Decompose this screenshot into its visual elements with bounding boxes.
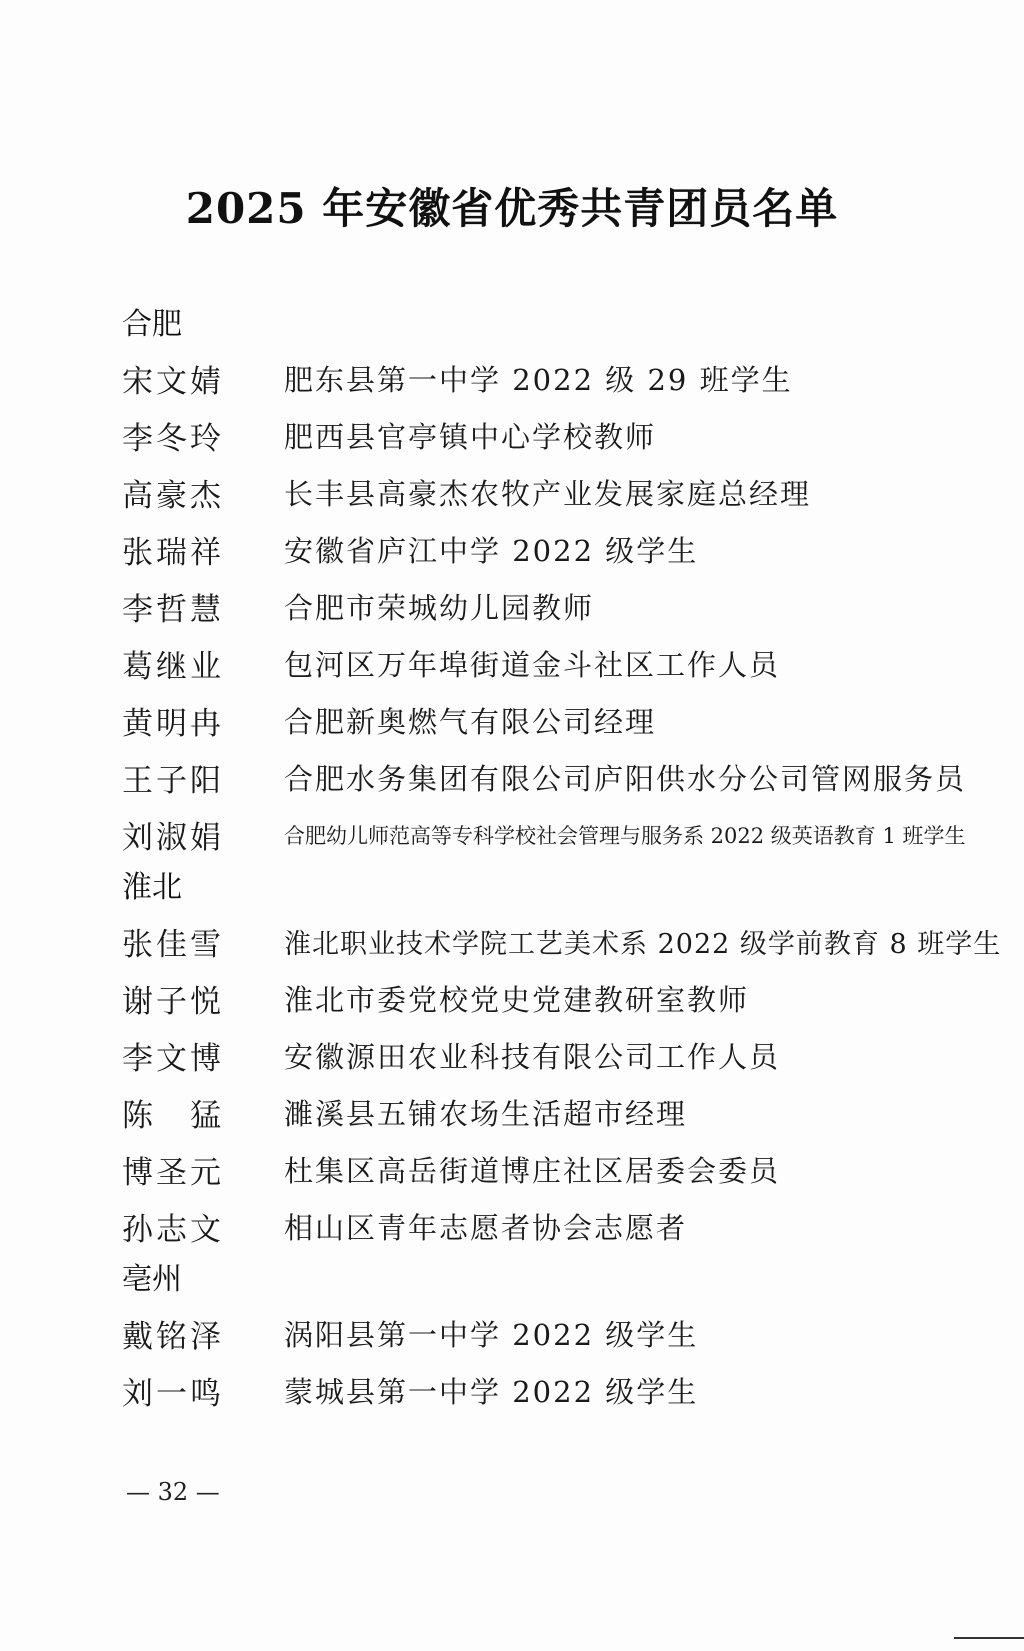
member-desc: 安徽省庐江中学 2022 级学生 (284, 534, 699, 568)
member-desc: 淮北市委党校党史党建教研室教师 (284, 983, 750, 1017)
list-item (122, 578, 952, 635)
member-name: 孙志文 (122, 1212, 224, 1248)
member-name: 刘一鸣 (122, 1376, 224, 1412)
list-item (122, 1362, 952, 1419)
member-name: 张佳雪 (122, 927, 224, 963)
member-desc: 包河区万年埠街道金斗社区工作人员 (284, 648, 781, 682)
member-name: 戴铭泽 (122, 1319, 224, 1355)
member-desc: 淮北职业技术学院工艺美术系 2022 级学前教育 8 班学生 (284, 929, 1002, 960)
member-list (122, 300, 1002, 1419)
list-item (122, 350, 952, 407)
member-name: 黄明冉 (122, 706, 224, 742)
member-name: 博圣元 (122, 1155, 224, 1191)
member-desc: 长丰县高豪杰农牧产业发展家庭总经理 (284, 477, 812, 511)
member-desc: 合肥新奥燃气有限公司经理 (284, 705, 657, 739)
member-desc: 合肥市荣城幼儿园教师 (284, 591, 595, 625)
member-desc: 相山区青年志愿者协会志愿者 (284, 1211, 688, 1245)
list-item (122, 1198, 952, 1255)
list-item (122, 635, 952, 692)
member-desc: 杜集区高岳街道博庄社区居委会委员 (284, 1154, 781, 1188)
page-title: 2025 年安徽省优秀共青团员名单 (185, 184, 839, 233)
corner-divider (954, 1637, 1024, 1639)
list-item (122, 1084, 952, 1141)
member-name: 刘淑娟 (122, 820, 224, 856)
member-name: 张瑞祥 (122, 535, 224, 571)
list-item (122, 692, 952, 749)
member-name: 陈 猛 (122, 1098, 224, 1134)
region-heading-huaibei: 淮北 (122, 870, 182, 905)
member-desc: 合肥水务集团有限公司庐阳供水分公司管网服务员 (284, 762, 967, 796)
member-desc: 涡阳县第一中学 2022 级学生 (284, 1318, 699, 1352)
member-name: 葛继业 (122, 649, 224, 685)
member-name: 李冬玲 (122, 421, 224, 457)
member-desc: 濉溪县五铺农场生活超市经理 (284, 1097, 688, 1131)
member-name: 高豪杰 (122, 478, 224, 514)
member-desc: 肥东县第一中学 2022 级 29 班学生 (284, 363, 793, 397)
region-heading-bozhou: 亳州 (122, 1262, 182, 1297)
list-item (122, 970, 952, 1027)
list-item (122, 806, 966, 863)
list-item (122, 464, 952, 521)
member-name: 谢子悦 (122, 984, 224, 1020)
list-item (122, 1027, 952, 1084)
list-item (122, 749, 967, 806)
list-item (122, 1141, 952, 1198)
member-name: 王子阳 (122, 763, 224, 799)
member-desc: 肥西县官亭镇中心学校教师 (284, 420, 657, 454)
list-item (122, 407, 952, 464)
list-item (122, 913, 1002, 970)
member-name: 李文博 (122, 1041, 224, 1077)
page-number: — 32 — (126, 1478, 220, 1506)
region-heading-hefei: 合肥 (122, 307, 182, 342)
list-item (122, 521, 952, 578)
member-name: 李哲慧 (122, 592, 224, 628)
member-desc: 合肥幼儿师范高等专科学校社会管理与服务系 2022 级英语教育 1 班学生 (284, 823, 966, 848)
member-desc: 蒙城县第一中学 2022 级学生 (284, 1375, 699, 1409)
member-name: 宋文婧 (122, 364, 224, 400)
list-item (122, 1305, 952, 1362)
member-desc: 安徽源田农业科技有限公司工作人员 (284, 1040, 781, 1074)
